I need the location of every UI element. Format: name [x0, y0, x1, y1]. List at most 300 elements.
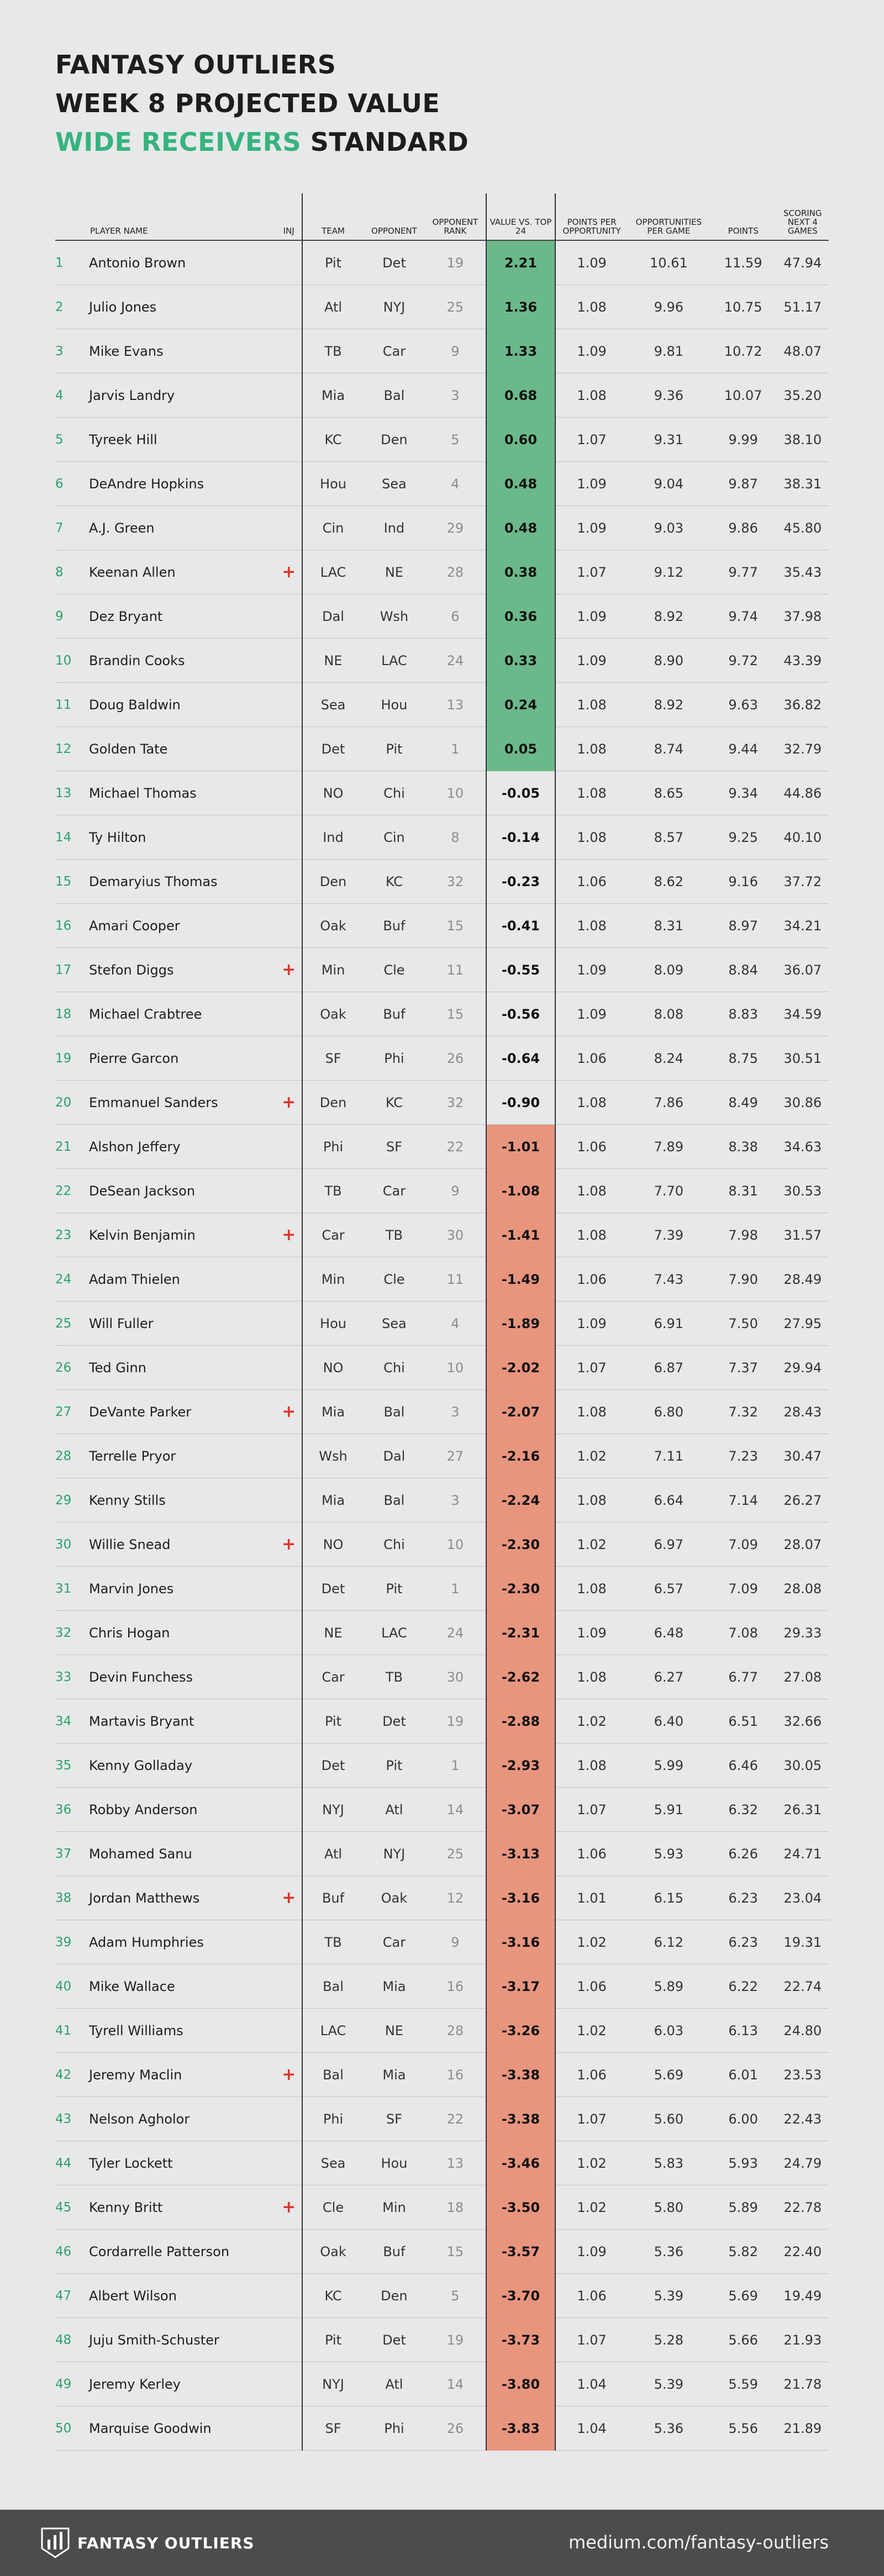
row-rank: 7 — [55, 506, 89, 550]
opponent-rank-cell: 24 — [425, 1611, 486, 1655]
team-cell: Car — [302, 1213, 364, 1257]
team-cell: Den — [302, 860, 364, 904]
page-title: FANTASY OUTLIERS — [55, 50, 336, 80]
opportunities-per-game-cell: 5.28 — [628, 2318, 710, 2362]
points-cell: 10.07 — [710, 373, 777, 418]
table-row — [55, 418, 829, 462]
injury-marker — [276, 1346, 302, 1390]
next-4-games-cell: 28.49 — [777, 1257, 829, 1302]
points-per-opportunity-cell: 1.08 — [555, 373, 628, 418]
injury-marker — [276, 1434, 302, 1478]
points-cell: 9.86 — [710, 506, 777, 550]
player-name: Robby Anderson — [89, 1788, 276, 1832]
points-per-opportunity-cell: 1.08 — [555, 815, 628, 860]
opportunities-per-game-cell: 7.39 — [628, 1213, 710, 1257]
row-rank: 38 — [55, 1876, 89, 1920]
opponent-rank-cell: 9 — [425, 1169, 486, 1213]
row-rank: 13 — [55, 771, 89, 815]
row-rank: 30 — [55, 1523, 89, 1567]
row-rank: 31 — [55, 1567, 89, 1611]
next-4-games-cell: 24.79 — [777, 2141, 829, 2185]
next-4-games-cell: 30.53 — [777, 1169, 829, 1213]
points-cell: 6.23 — [710, 1920, 777, 1964]
team-cell: NO — [302, 1346, 364, 1390]
row-rank: 49 — [55, 2362, 89, 2406]
value-cell: -3.57 — [486, 2230, 555, 2274]
value-cell: -3.16 — [486, 1876, 555, 1920]
opportunities-per-game-cell: 10.61 — [628, 240, 710, 285]
opponent-cell: SF — [364, 1125, 425, 1169]
next-4-games-cell: 29.33 — [777, 1611, 829, 1655]
opponent-rank-cell: 10 — [425, 1523, 486, 1567]
row-rank: 5 — [55, 418, 89, 462]
opponent-cell: Sea — [364, 1302, 425, 1346]
footer-url[interactable]: medium.com/fantasy-outliers — [568, 2532, 829, 2553]
opponent-cell: Buf — [364, 992, 425, 1036]
opportunities-per-game-cell: 8.92 — [628, 683, 710, 727]
table-row — [55, 2141, 829, 2185]
opportunities-per-game-cell: 8.09 — [628, 948, 710, 992]
injury-marker — [276, 1920, 302, 1964]
points-cell: 8.31 — [710, 1169, 777, 1213]
injury-marker — [276, 1832, 302, 1876]
opponent-rank-cell: 16 — [425, 1964, 486, 2009]
injury-marker — [276, 329, 302, 373]
opponent-rank-cell: 8 — [425, 815, 486, 860]
team-cell: Hou — [302, 462, 364, 506]
table-body — [55, 240, 829, 2451]
points-per-opportunity-cell: 1.09 — [555, 506, 628, 550]
col-next4-header: SCORING NEXT 4 GAMES — [777, 193, 829, 240]
opponent-cell: NYJ — [364, 1832, 425, 1876]
value-cell: 0.38 — [486, 550, 555, 594]
value-cell: -3.70 — [486, 2274, 555, 2318]
row-rank: 42 — [55, 2053, 89, 2097]
player-name: DeVante Parker — [89, 1390, 276, 1434]
injury-marker: + — [276, 2185, 302, 2230]
opponent-cell: Car — [364, 329, 425, 373]
player-name: Amari Cooper — [89, 904, 276, 948]
injury-marker: + — [276, 2053, 302, 2097]
injury-marker — [276, 2230, 302, 2274]
table-row — [55, 948, 829, 992]
player-name: Ted Ginn — [89, 1346, 276, 1390]
player-name: Jeremy Maclin — [89, 2053, 276, 2097]
value-cell: -3.50 — [486, 2185, 555, 2230]
opponent-cell: Mia — [364, 2053, 425, 2097]
value-cell: -2.88 — [486, 1699, 555, 1743]
points-per-opportunity-cell: 1.06 — [555, 1964, 628, 2009]
next-4-games-cell: 28.07 — [777, 1523, 829, 1567]
opponent-cell: Min — [364, 2185, 425, 2230]
next-4-games-cell: 38.10 — [777, 418, 829, 462]
team-cell: Mia — [302, 1478, 364, 1523]
table-row — [55, 2053, 829, 2097]
next-4-games-cell: 45.80 — [777, 506, 829, 550]
row-rank: 9 — [55, 594, 89, 639]
points-cell: 9.25 — [710, 815, 777, 860]
value-cell: -1.01 — [486, 1125, 555, 1169]
points-per-opportunity-cell: 1.09 — [555, 329, 628, 373]
opponent-rank-cell: 1 — [425, 1567, 486, 1611]
opportunities-per-game-cell: 7.86 — [628, 1081, 710, 1125]
table-row — [55, 1125, 829, 1169]
value-cell: -3.13 — [486, 1832, 555, 1876]
injury-marker — [276, 815, 302, 860]
next-4-games-cell: 31.57 — [777, 1213, 829, 1257]
value-cell: -2.24 — [486, 1478, 555, 1523]
opponent-rank-cell: 12 — [425, 1876, 486, 1920]
points-cell: 7.98 — [710, 1213, 777, 1257]
value-cell: -0.56 — [486, 992, 555, 1036]
next-4-games-cell: 21.78 — [777, 2362, 829, 2406]
points-cell: 5.69 — [710, 2274, 777, 2318]
row-rank: 4 — [55, 373, 89, 418]
opponent-cell: Pit — [364, 1743, 425, 1788]
opportunities-per-game-cell: 5.91 — [628, 1788, 710, 1832]
page-subtitle: WEEK 8 PROJECTED VALUE — [55, 88, 440, 118]
team-cell: NE — [302, 639, 364, 683]
points-cell: 7.90 — [710, 1257, 777, 1302]
team-cell: Mia — [302, 1390, 364, 1434]
opportunities-per-game-cell: 9.96 — [628, 285, 710, 329]
team-cell: Cle — [302, 2185, 364, 2230]
points-cell: 9.99 — [710, 418, 777, 462]
opponent-rank-cell: 13 — [425, 683, 486, 727]
opportunities-per-game-cell: 5.89 — [628, 1964, 710, 2009]
table-row — [55, 1743, 829, 1788]
opponent-rank-cell: 15 — [425, 2230, 486, 2274]
next-4-games-cell: 40.10 — [777, 815, 829, 860]
team-cell: TB — [302, 329, 364, 373]
table-row — [55, 1699, 829, 1743]
value-cell: -2.62 — [486, 1655, 555, 1699]
table-row — [55, 1434, 829, 1478]
team-cell: Phi — [302, 2097, 364, 2141]
player-name: Michael Crabtree — [89, 992, 276, 1036]
table-row — [55, 2230, 829, 2274]
row-rank: 6 — [55, 462, 89, 506]
points-per-opportunity-cell: 1.09 — [555, 992, 628, 1036]
opportunities-per-game-cell: 6.12 — [628, 1920, 710, 1964]
table-row — [55, 1655, 829, 1699]
opportunities-per-game-cell: 5.80 — [628, 2185, 710, 2230]
table-row — [55, 1390, 829, 1434]
opportunities-per-game-cell: 6.80 — [628, 1390, 710, 1434]
footer-bar — [0, 2510, 884, 2576]
injury-marker — [276, 285, 302, 329]
opponent-cell: Bal — [364, 1478, 425, 1523]
points-per-opportunity-cell: 1.07 — [555, 1346, 628, 1390]
team-cell: Min — [302, 948, 364, 992]
injury-marker — [276, 373, 302, 418]
opponent-cell: LAC — [364, 1611, 425, 1655]
player-name: Will Fuller — [89, 1302, 276, 1346]
team-cell: LAC — [302, 2009, 364, 2053]
opponent-cell: Buf — [364, 904, 425, 948]
player-name: Alshon Jeffery — [89, 1125, 276, 1169]
player-name: Jordan Matthews — [89, 1876, 276, 1920]
opportunities-per-game-cell: 7.11 — [628, 1434, 710, 1478]
table-row — [55, 2318, 829, 2362]
col-player-header: PLAYER NAME — [89, 193, 276, 240]
next-4-games-cell: 35.43 — [777, 550, 829, 594]
points-cell: 6.13 — [710, 2009, 777, 2053]
opponent-rank-cell: 19 — [425, 240, 486, 285]
opponent-cell: KC — [364, 860, 425, 904]
opportunities-per-game-cell: 5.99 — [628, 1743, 710, 1788]
team-cell: Oak — [302, 904, 364, 948]
team-cell: Det — [302, 1743, 364, 1788]
opponent-rank-cell: 15 — [425, 992, 486, 1036]
opponent-cell: Oak — [364, 1876, 425, 1920]
points-cell: 7.32 — [710, 1390, 777, 1434]
value-cell: -3.17 — [486, 1964, 555, 2009]
next-4-games-cell: 22.40 — [777, 2230, 829, 2274]
row-rank: 37 — [55, 1832, 89, 1876]
player-name: Kelvin Benjamin — [89, 1213, 276, 1257]
points-cell: 6.01 — [710, 2053, 777, 2097]
opportunities-per-game-cell: 8.74 — [628, 727, 710, 771]
player-name: Juju Smith-Schuster — [89, 2318, 276, 2362]
player-name: DeSean Jackson — [89, 1169, 276, 1213]
points-cell: 10.72 — [710, 329, 777, 373]
opponent-rank-cell: 4 — [425, 462, 486, 506]
opponent-cell: Det — [364, 2318, 425, 2362]
row-rank: 20 — [55, 1081, 89, 1125]
player-name: Cordarrelle Patterson — [89, 2230, 276, 2274]
value-cell: 0.48 — [486, 462, 555, 506]
next-4-games-cell: 32.66 — [777, 1699, 829, 1743]
injury-marker — [276, 904, 302, 948]
points-per-opportunity-cell: 1.08 — [555, 1169, 628, 1213]
injury-marker: + — [276, 1390, 302, 1434]
opponent-rank-cell: 6 — [425, 594, 486, 639]
table-row — [55, 594, 829, 639]
injury-marker — [276, 1655, 302, 1699]
player-name: Golden Tate — [89, 727, 276, 771]
injury-marker — [276, 639, 302, 683]
points-per-opportunity-cell: 1.02 — [555, 2141, 628, 2185]
opportunities-per-game-cell: 9.31 — [628, 418, 710, 462]
row-rank: 48 — [55, 2318, 89, 2362]
injury-marker: + — [276, 948, 302, 992]
player-name: Tyreek Hill — [89, 418, 276, 462]
opportunities-per-game-cell: 8.24 — [628, 1036, 710, 1081]
points-cell: 9.44 — [710, 727, 777, 771]
opportunities-per-game-cell: 5.36 — [628, 2230, 710, 2274]
table-row — [55, 2274, 829, 2318]
injury-marker — [276, 1169, 302, 1213]
value-cell: -0.55 — [486, 948, 555, 992]
opportunities-per-game-cell: 5.93 — [628, 1832, 710, 1876]
opponent-cell: Cle — [364, 948, 425, 992]
player-name: Julio Jones — [89, 285, 276, 329]
opportunities-per-game-cell: 8.08 — [628, 992, 710, 1036]
opportunities-per-game-cell: 8.90 — [628, 639, 710, 683]
player-name: Demaryius Thomas — [89, 860, 276, 904]
opponent-cell: Car — [364, 1169, 425, 1213]
row-rank: 18 — [55, 992, 89, 1036]
next-4-games-cell: 19.31 — [777, 1920, 829, 1964]
points-cell: 5.59 — [710, 2362, 777, 2406]
opportunities-per-game-cell: 6.91 — [628, 1302, 710, 1346]
opponent-rank-cell: 13 — [425, 2141, 486, 2185]
opponent-rank-cell: 10 — [425, 1346, 486, 1390]
team-cell: NE — [302, 1611, 364, 1655]
table-row — [55, 639, 829, 683]
opportunities-per-game-cell: 8.62 — [628, 860, 710, 904]
row-rank: 22 — [55, 1169, 89, 1213]
injury-marker — [276, 1302, 302, 1346]
table-row — [55, 373, 829, 418]
injury-marker — [276, 1257, 302, 1302]
col-ppo-header: POINTS PER OPPORTUNITY — [555, 193, 628, 240]
fantasy-outliers-logo-icon — [40, 2526, 71, 2559]
injury-marker — [276, 992, 302, 1036]
table-row — [55, 1611, 829, 1655]
opponent-cell: TB — [364, 1655, 425, 1699]
injury-marker — [276, 418, 302, 462]
points-cell: 5.66 — [710, 2318, 777, 2362]
value-cell: -0.23 — [486, 860, 555, 904]
team-cell: SF — [302, 1036, 364, 1081]
next-4-games-cell: 21.93 — [777, 2318, 829, 2362]
row-rank: 25 — [55, 1302, 89, 1346]
value-cell: -2.30 — [486, 1567, 555, 1611]
table-row — [55, 2362, 829, 2406]
points-cell: 6.00 — [710, 2097, 777, 2141]
next-4-games-cell: 24.71 — [777, 1832, 829, 1876]
injury-marker — [276, 2406, 302, 2451]
next-4-games-cell: 30.86 — [777, 1081, 829, 1125]
injury-marker — [276, 594, 302, 639]
points-per-opportunity-cell: 1.09 — [555, 948, 628, 992]
points-per-opportunity-cell: 1.08 — [555, 771, 628, 815]
player-name: Terrelle Pryor — [89, 1434, 276, 1478]
injury-marker — [276, 2362, 302, 2406]
table-row — [55, 1302, 829, 1346]
team-cell: Oak — [302, 992, 364, 1036]
col-opponent-header: OPPONENT — [364, 193, 425, 240]
team-cell: Mia — [302, 373, 364, 418]
value-cell: -3.80 — [486, 2362, 555, 2406]
points-per-opportunity-cell: 1.06 — [555, 1036, 628, 1081]
value-cell: -2.07 — [486, 1390, 555, 1434]
value-cell: 0.24 — [486, 683, 555, 727]
player-name: Jeremy Kerley — [89, 2362, 276, 2406]
next-4-games-cell: 22.78 — [777, 2185, 829, 2230]
table-row — [55, 1832, 829, 1876]
points-per-opportunity-cell: 1.06 — [555, 860, 628, 904]
table-row — [55, 1081, 829, 1125]
opportunities-per-game-cell: 7.70 — [628, 1169, 710, 1213]
opponent-cell: Bal — [364, 1390, 425, 1434]
injury-marker — [276, 240, 302, 285]
opportunities-per-game-cell: 5.69 — [628, 2053, 710, 2097]
value-cell: 0.60 — [486, 418, 555, 462]
team-cell: NO — [302, 771, 364, 815]
points-cell: 8.83 — [710, 992, 777, 1036]
value-cell: -3.38 — [486, 2097, 555, 2141]
value-cell: 0.36 — [486, 594, 555, 639]
next-4-games-cell: 30.05 — [777, 1743, 829, 1788]
value-cell: -3.73 — [486, 2318, 555, 2362]
value-cell: 0.05 — [486, 727, 555, 771]
table-row — [55, 506, 829, 550]
opponent-rank-cell: 9 — [425, 1920, 486, 1964]
player-name: Marvin Jones — [89, 1567, 276, 1611]
opponent-cell: Atl — [364, 1788, 425, 1832]
injury-marker — [276, 727, 302, 771]
injury-marker — [276, 2274, 302, 2318]
value-cell: -1.41 — [486, 1213, 555, 1257]
value-cell: -3.46 — [486, 2141, 555, 2185]
team-cell: TB — [302, 1920, 364, 1964]
injury-marker — [276, 1964, 302, 2009]
points-cell: 8.84 — [710, 948, 777, 992]
points-cell: 9.74 — [710, 594, 777, 639]
points-cell: 7.23 — [710, 1434, 777, 1478]
table-row — [55, 1964, 829, 2009]
points-per-opportunity-cell: 1.06 — [555, 1257, 628, 1302]
points-cell: 6.26 — [710, 1832, 777, 1876]
player-name: Martavis Bryant — [89, 1699, 276, 1743]
opponent-cell: Phi — [364, 2406, 425, 2451]
opponent-rank-cell: 5 — [425, 418, 486, 462]
opportunities-per-game-cell: 8.31 — [628, 904, 710, 948]
injury-marker — [276, 2009, 302, 2053]
points-per-opportunity-cell: 1.08 — [555, 1743, 628, 1788]
value-cell: -3.26 — [486, 2009, 555, 2053]
table-row — [55, 992, 829, 1036]
injury-marker: + — [276, 1876, 302, 1920]
points-per-opportunity-cell: 1.09 — [555, 1611, 628, 1655]
row-rank: 14 — [55, 815, 89, 860]
points-per-opportunity-cell: 1.07 — [555, 550, 628, 594]
opportunities-per-game-cell: 7.43 — [628, 1257, 710, 1302]
row-rank: 11 — [55, 683, 89, 727]
opponent-cell: Mia — [364, 1964, 425, 2009]
points-cell: 5.82 — [710, 2230, 777, 2274]
next-4-games-cell: 38.31 — [777, 462, 829, 506]
team-cell: Sea — [302, 683, 364, 727]
points-per-opportunity-cell: 1.08 — [555, 1390, 628, 1434]
table-row — [55, 683, 829, 727]
table-row — [55, 771, 829, 815]
value-cell: -0.90 — [486, 1081, 555, 1125]
team-cell: Atl — [302, 1832, 364, 1876]
points-per-opportunity-cell: 1.08 — [555, 904, 628, 948]
row-rank: 35 — [55, 1743, 89, 1788]
row-rank: 45 — [55, 2185, 89, 2230]
col-opg-header: OPPORTUNITIES PER GAME — [628, 193, 710, 240]
opponent-cell: Det — [364, 1699, 425, 1743]
value-cell: 1.36 — [486, 285, 555, 329]
points-per-opportunity-cell: 1.04 — [555, 2406, 628, 2451]
points-per-opportunity-cell: 1.02 — [555, 2185, 628, 2230]
opponent-cell: Det — [364, 240, 425, 285]
player-name: Willie Snead — [89, 1523, 276, 1567]
points-per-opportunity-cell: 1.06 — [555, 2274, 628, 2318]
opportunities-per-game-cell: 9.04 — [628, 462, 710, 506]
row-rank: 34 — [55, 1699, 89, 1743]
opportunities-per-game-cell: 5.39 — [628, 2274, 710, 2318]
player-name: Mike Wallace — [89, 1964, 276, 2009]
opponent-rank-cell: 4 — [425, 1302, 486, 1346]
value-cell: -2.16 — [486, 1434, 555, 1478]
row-rank: 10 — [55, 639, 89, 683]
